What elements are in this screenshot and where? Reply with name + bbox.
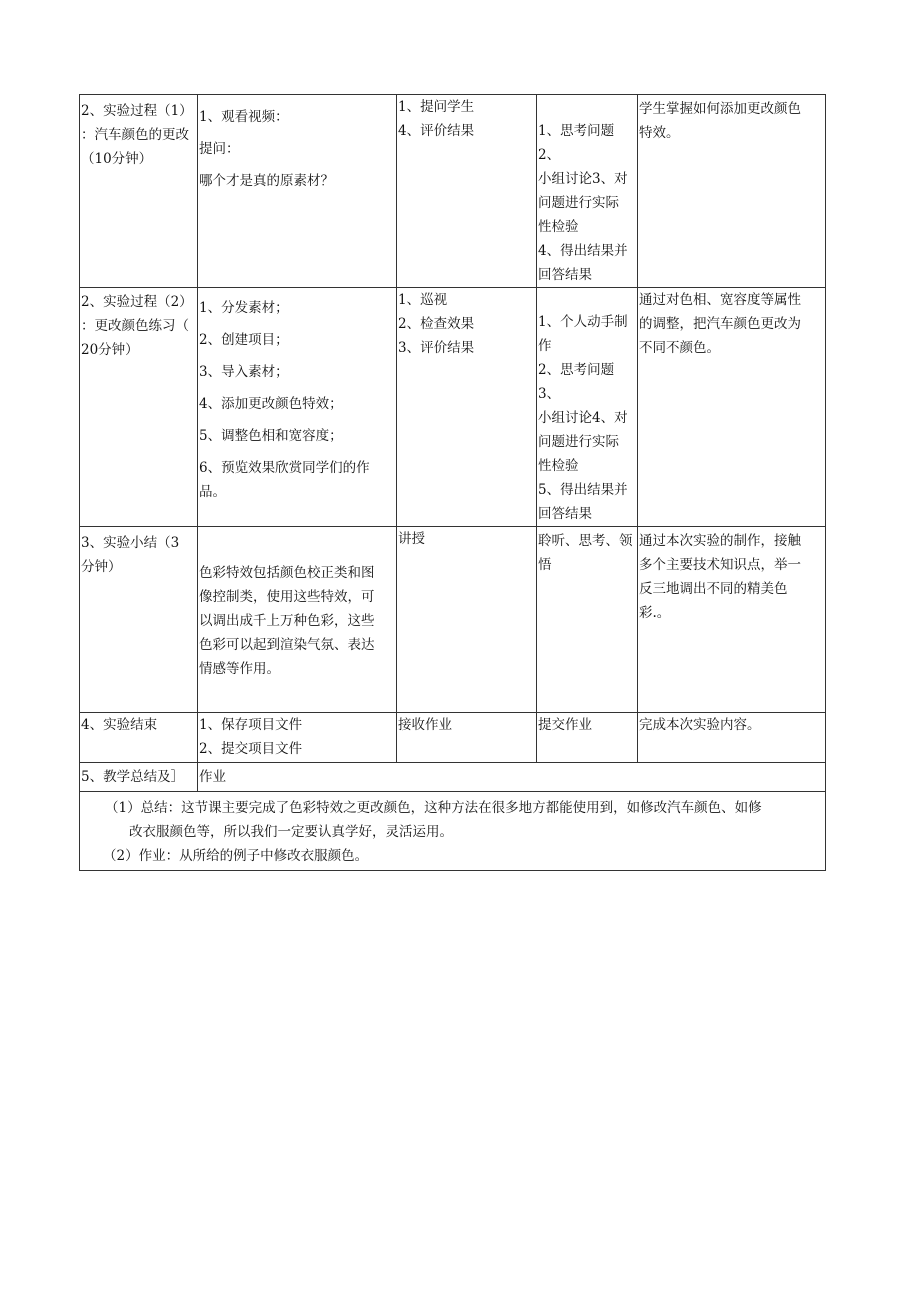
teacher-line: 1、巡视 [398,292,448,308]
stage-cell [80,527,198,713]
teacher-line: 1、提问学生 [398,99,475,115]
stage-line: （10分钟） [81,151,153,167]
content-line: 色彩可以起到渲染气氛、表达 [199,637,375,653]
teacher-line: 讲授 [398,531,425,547]
student-cell [537,527,638,713]
summary-line-2: （2）作业：从所给的例子中修改衣服颜色。 [103,848,369,864]
content-line: 5、调整色相和宽容度； [199,428,343,444]
student-line: 作 [538,338,552,354]
summary-line-1b: 改衣服颜色等，所以我们一定要认真学好，灵活运用。 [129,824,453,840]
content-line: 2、创建项目； [199,332,289,348]
student-cell [537,713,638,763]
student-line: 聆听、思考、领 [538,533,633,549]
content-line: 情感等作用。 [199,661,280,677]
student-cell [537,288,638,527]
student-line: 性检验 [538,458,579,474]
goal-line: 多个主要技术知识点，举一 [639,557,801,573]
teacher-cell [397,288,537,527]
stage-line: 20分钟） [81,342,139,358]
goal-line: 反三地调出不同的精美色 [639,581,788,597]
lesson-rows [80,95,826,763]
content-line: 哪个才是真的原素材？ [199,173,334,189]
student-line: 性检验 [538,219,579,235]
goal-cell [638,95,826,288]
student-line: 5、得出结果并 [538,482,628,498]
stage-line: 3、实验小结（3 [81,535,180,551]
content-cell [198,713,397,763]
content-line: 6、预览效果欣赏同学们的作 [199,460,370,476]
teacher-line: 接收作业 [398,717,452,733]
goal-cell [638,288,826,527]
goal-line: 完成本次实验内容。 [639,717,761,733]
content-line: 3、导入素材； [199,364,289,380]
stage-line: ：更改颜色练习（ [81,318,189,334]
content-line: 1、观看视频： [199,109,289,125]
stage-cell [80,713,198,763]
stage-line: 4、实验结束 [81,717,158,733]
content-line: 提问： [199,141,240,157]
summary-label-cell: 5、教学总结及］ [80,763,198,792]
summary-section [80,763,826,871]
student-line: 问题进行实际 [538,195,619,211]
stage-line: 分钟） [81,559,122,575]
goal-line: 彩.。 [639,605,671,621]
table-row [80,288,826,527]
content-cell [198,527,397,713]
stage-line: 2、实验过程（2） [81,294,193,310]
teacher-cell [397,95,537,288]
lesson-table [79,94,826,871]
content-line: 2、提交项目文件 [199,741,303,757]
student-line: 小组讨论4、对 [538,410,628,426]
content-line: 1、分发素材； [199,300,289,316]
content-line: 4、添加更改颜色特效； [199,396,343,412]
table-row [80,713,826,763]
student-line: 悟 [538,557,552,573]
goal-line: 通过对色相、宽容度等属性 [639,292,801,308]
goal-cell [638,527,826,713]
content-line: 以调出成千上万种色彩，这些 [199,613,375,629]
table-row [80,95,826,288]
stage-line: ：汽车颜色的更改 [81,127,189,143]
goal-line: 不同不颜色。 [639,340,720,356]
content-cell [198,288,397,527]
student-line: 4、得出结果并 [538,243,628,259]
student-line: 2、思考问题3、 [538,362,615,402]
goal-cell [638,713,826,763]
teacher-line: 3、评价结果 [398,340,475,356]
content-cell [198,95,397,288]
summary-header-row [80,763,826,792]
goal-line: 学生掌握如何添加更改颜色 [639,101,801,117]
summary-text-cell [80,792,826,871]
content-line: 像控制类，使用这些特效，可 [199,589,375,605]
content-line: 品。 [199,484,226,500]
student-line: 小组讨论3、对 [538,171,628,187]
goal-line: 通过本次实验的制作，接触 [639,533,801,549]
teacher-line: 4、评价结果 [398,123,475,139]
goal-line: 的调整，把汽车颜色更改为 [639,316,801,332]
goal-line: 特效。 [639,125,680,141]
teacher-line: 2、检查效果 [398,316,475,332]
content-line: 色彩特效包括颜色校正类和图 [199,565,375,581]
student-line: 1、思考问题2、 [538,123,615,163]
teacher-cell [397,527,537,713]
teacher-cell [397,713,537,763]
student-cell [537,95,638,288]
summary-line-1a: （1）总结：这节课主要完成了色彩特效之更改颜色，这种方法在很多地方都能使用到，如修改汽车颜色、如修 [105,800,762,816]
summary-value-cell: 作业 [198,763,826,792]
student-line: 回答结果 [538,506,592,522]
content-line: 1、保存项目文件 [199,717,303,733]
stage-line: 2、实验过程（1） [81,103,193,119]
summary-text-row [80,792,826,871]
student-line: 提交作业 [538,717,592,733]
student-line: 回答结果 [538,267,592,283]
student-line: 1、个人动手制 [538,314,628,330]
table-row [80,527,826,713]
lesson-plan-page [79,94,825,871]
stage-cell [80,95,198,288]
stage-cell [80,288,198,527]
student-line: 问题进行实际 [538,434,619,450]
